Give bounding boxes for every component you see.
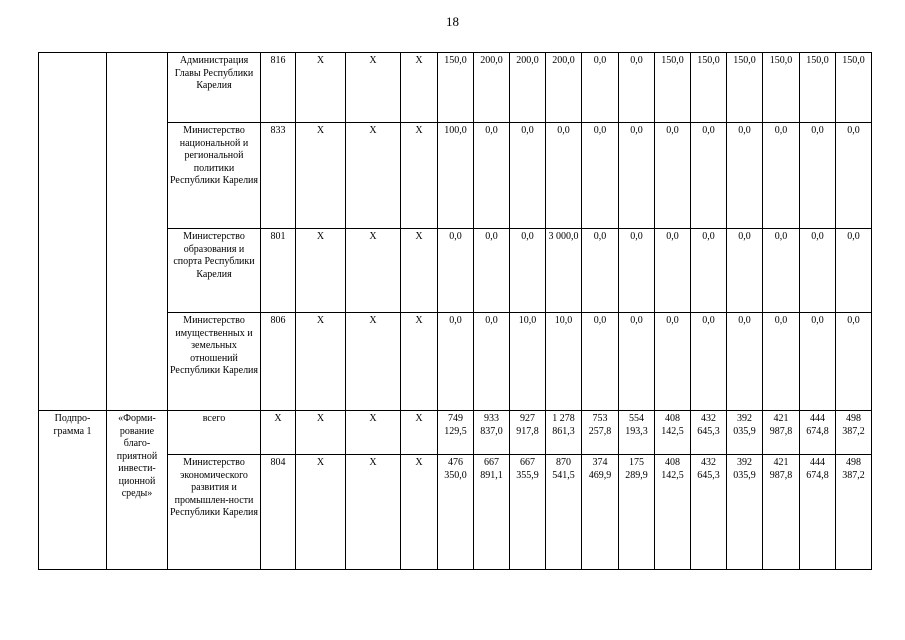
value-cell: 0,0 (474, 313, 510, 411)
x-cell: Х (401, 455, 438, 570)
code-cell: 833 (261, 123, 296, 229)
value-cell: 0,0 (438, 313, 474, 411)
value-cell: 150,0 (691, 53, 727, 123)
value-cell: 0,0 (836, 229, 872, 313)
value-cell: 476 350,0 (438, 455, 474, 570)
executor-cell: Министерство экономического развития и промышлен-ности Республики Карелия (168, 455, 261, 570)
value-cell: 0,0 (510, 229, 546, 313)
value-cell: 0,0 (691, 313, 727, 411)
value-cell: 421 987,8 (763, 455, 800, 570)
x-cell: Х (346, 123, 401, 229)
value-cell: 498 387,2 (836, 411, 872, 455)
value-cell: 432 645,3 (691, 411, 727, 455)
value-cell: 667 355,9 (510, 455, 546, 570)
value-cell: 0,0 (438, 229, 474, 313)
value-cell: 100,0 (438, 123, 474, 229)
code-cell: 806 (261, 313, 296, 411)
value-cell: 200,0 (474, 53, 510, 123)
value-cell: 150,0 (727, 53, 763, 123)
value-cell: 0,0 (727, 229, 763, 313)
value-cell: 0,0 (582, 53, 619, 123)
value-cell: 0,0 (800, 123, 836, 229)
page-number: 18 (446, 14, 459, 29)
value-cell: 0,0 (582, 229, 619, 313)
value-cell: 10,0 (510, 313, 546, 411)
value-cell: 0,0 (691, 123, 727, 229)
x-cell: Х (401, 313, 438, 411)
value-cell: 150,0 (800, 53, 836, 123)
value-cell: 0,0 (836, 123, 872, 229)
value-cell: 200,0 (510, 53, 546, 123)
value-cell: 175 289,9 (619, 455, 655, 570)
value-cell: 0,0 (836, 313, 872, 411)
value-cell: 1 278 861,3 (546, 411, 582, 455)
code-cell: 801 (261, 229, 296, 313)
value-cell: 408 142,5 (655, 455, 691, 570)
value-cell: 408 142,5 (655, 411, 691, 455)
executor-cell: Администрация Главы Республики Карелия (168, 53, 261, 123)
code-cell: 804 (261, 455, 296, 570)
value-cell: 927 917,8 (510, 411, 546, 455)
value-cell: 0,0 (655, 123, 691, 229)
x-cell: Х (346, 229, 401, 313)
x-cell: Х (296, 313, 346, 411)
value-cell: 0,0 (655, 313, 691, 411)
value-cell: 749 129,5 (438, 411, 474, 455)
x-cell: Х (296, 229, 346, 313)
value-cell: 0,0 (582, 123, 619, 229)
budget-table (38, 52, 872, 570)
value-cell: 0,0 (582, 313, 619, 411)
x-cell: Х (296, 123, 346, 229)
x-cell: Х (296, 411, 346, 455)
value-cell: 0,0 (727, 313, 763, 411)
value-cell: 0,0 (727, 123, 763, 229)
value-cell: 0,0 (800, 229, 836, 313)
executor-cell: Министерство имущественных и земельных отношений Республики Карелия (168, 313, 261, 411)
value-cell: 0,0 (474, 229, 510, 313)
status-cell (39, 53, 107, 411)
value-cell: 498 387,2 (836, 455, 872, 570)
value-cell: 0,0 (763, 229, 800, 313)
x-cell: Х (296, 53, 346, 123)
executor-cell: Министерство образования и спорта Республики Карелия (168, 229, 261, 313)
table-row (39, 411, 872, 455)
value-cell: 3 000,0 (546, 229, 582, 313)
value-cell: 0,0 (474, 123, 510, 229)
name-cell: «Форми-рование благо-приятной инвести-ционной среды» (107, 411, 168, 570)
value-cell: 870 541,5 (546, 455, 582, 570)
value-cell: 554 193,3 (619, 411, 655, 455)
value-cell: 150,0 (763, 53, 800, 123)
value-cell: 150,0 (438, 53, 474, 123)
value-cell: 0,0 (619, 123, 655, 229)
table-row (39, 53, 872, 123)
value-cell: 667 891,1 (474, 455, 510, 570)
value-cell: 0,0 (510, 123, 546, 229)
value-cell: 0,0 (800, 313, 836, 411)
value-cell: 150,0 (836, 53, 872, 123)
value-cell: 10,0 (546, 313, 582, 411)
value-cell: 0,0 (691, 229, 727, 313)
value-cell: 444 674,8 (800, 411, 836, 455)
name-cell (107, 53, 168, 411)
value-cell: 392 035,9 (727, 411, 763, 455)
status-cell: Подпро-грамма 1 (39, 411, 107, 570)
code-cell: 816 (261, 53, 296, 123)
value-cell: 421 987,8 (763, 411, 800, 455)
value-cell: 753 257,8 (582, 411, 619, 455)
value-cell: 0,0 (763, 123, 800, 229)
x-cell: Х (401, 53, 438, 123)
value-cell: 0,0 (619, 313, 655, 411)
value-cell: 392 035,9 (727, 455, 763, 570)
executor-cell: Министерство национальной и региональной политики Республики Карелия (168, 123, 261, 229)
value-cell: 933 837,0 (474, 411, 510, 455)
executor-cell: всего (168, 411, 261, 455)
value-cell: 200,0 (546, 53, 582, 123)
value-cell: 0,0 (619, 53, 655, 123)
value-cell: 150,0 (655, 53, 691, 123)
code-cell: Х (261, 411, 296, 455)
value-cell: 0,0 (763, 313, 800, 411)
x-cell: Х (401, 229, 438, 313)
value-cell: 374 469,9 (582, 455, 619, 570)
x-cell: Х (346, 53, 401, 123)
value-cell: 0,0 (546, 123, 582, 229)
x-cell: Х (296, 455, 346, 570)
x-cell: Х (346, 411, 401, 455)
x-cell: Х (346, 455, 401, 570)
x-cell: Х (401, 123, 438, 229)
x-cell: Х (346, 313, 401, 411)
value-cell: 0,0 (655, 229, 691, 313)
x-cell: Х (401, 411, 438, 455)
value-cell: 432 645,3 (691, 455, 727, 570)
value-cell: 444 674,8 (800, 455, 836, 570)
value-cell: 0,0 (619, 229, 655, 313)
